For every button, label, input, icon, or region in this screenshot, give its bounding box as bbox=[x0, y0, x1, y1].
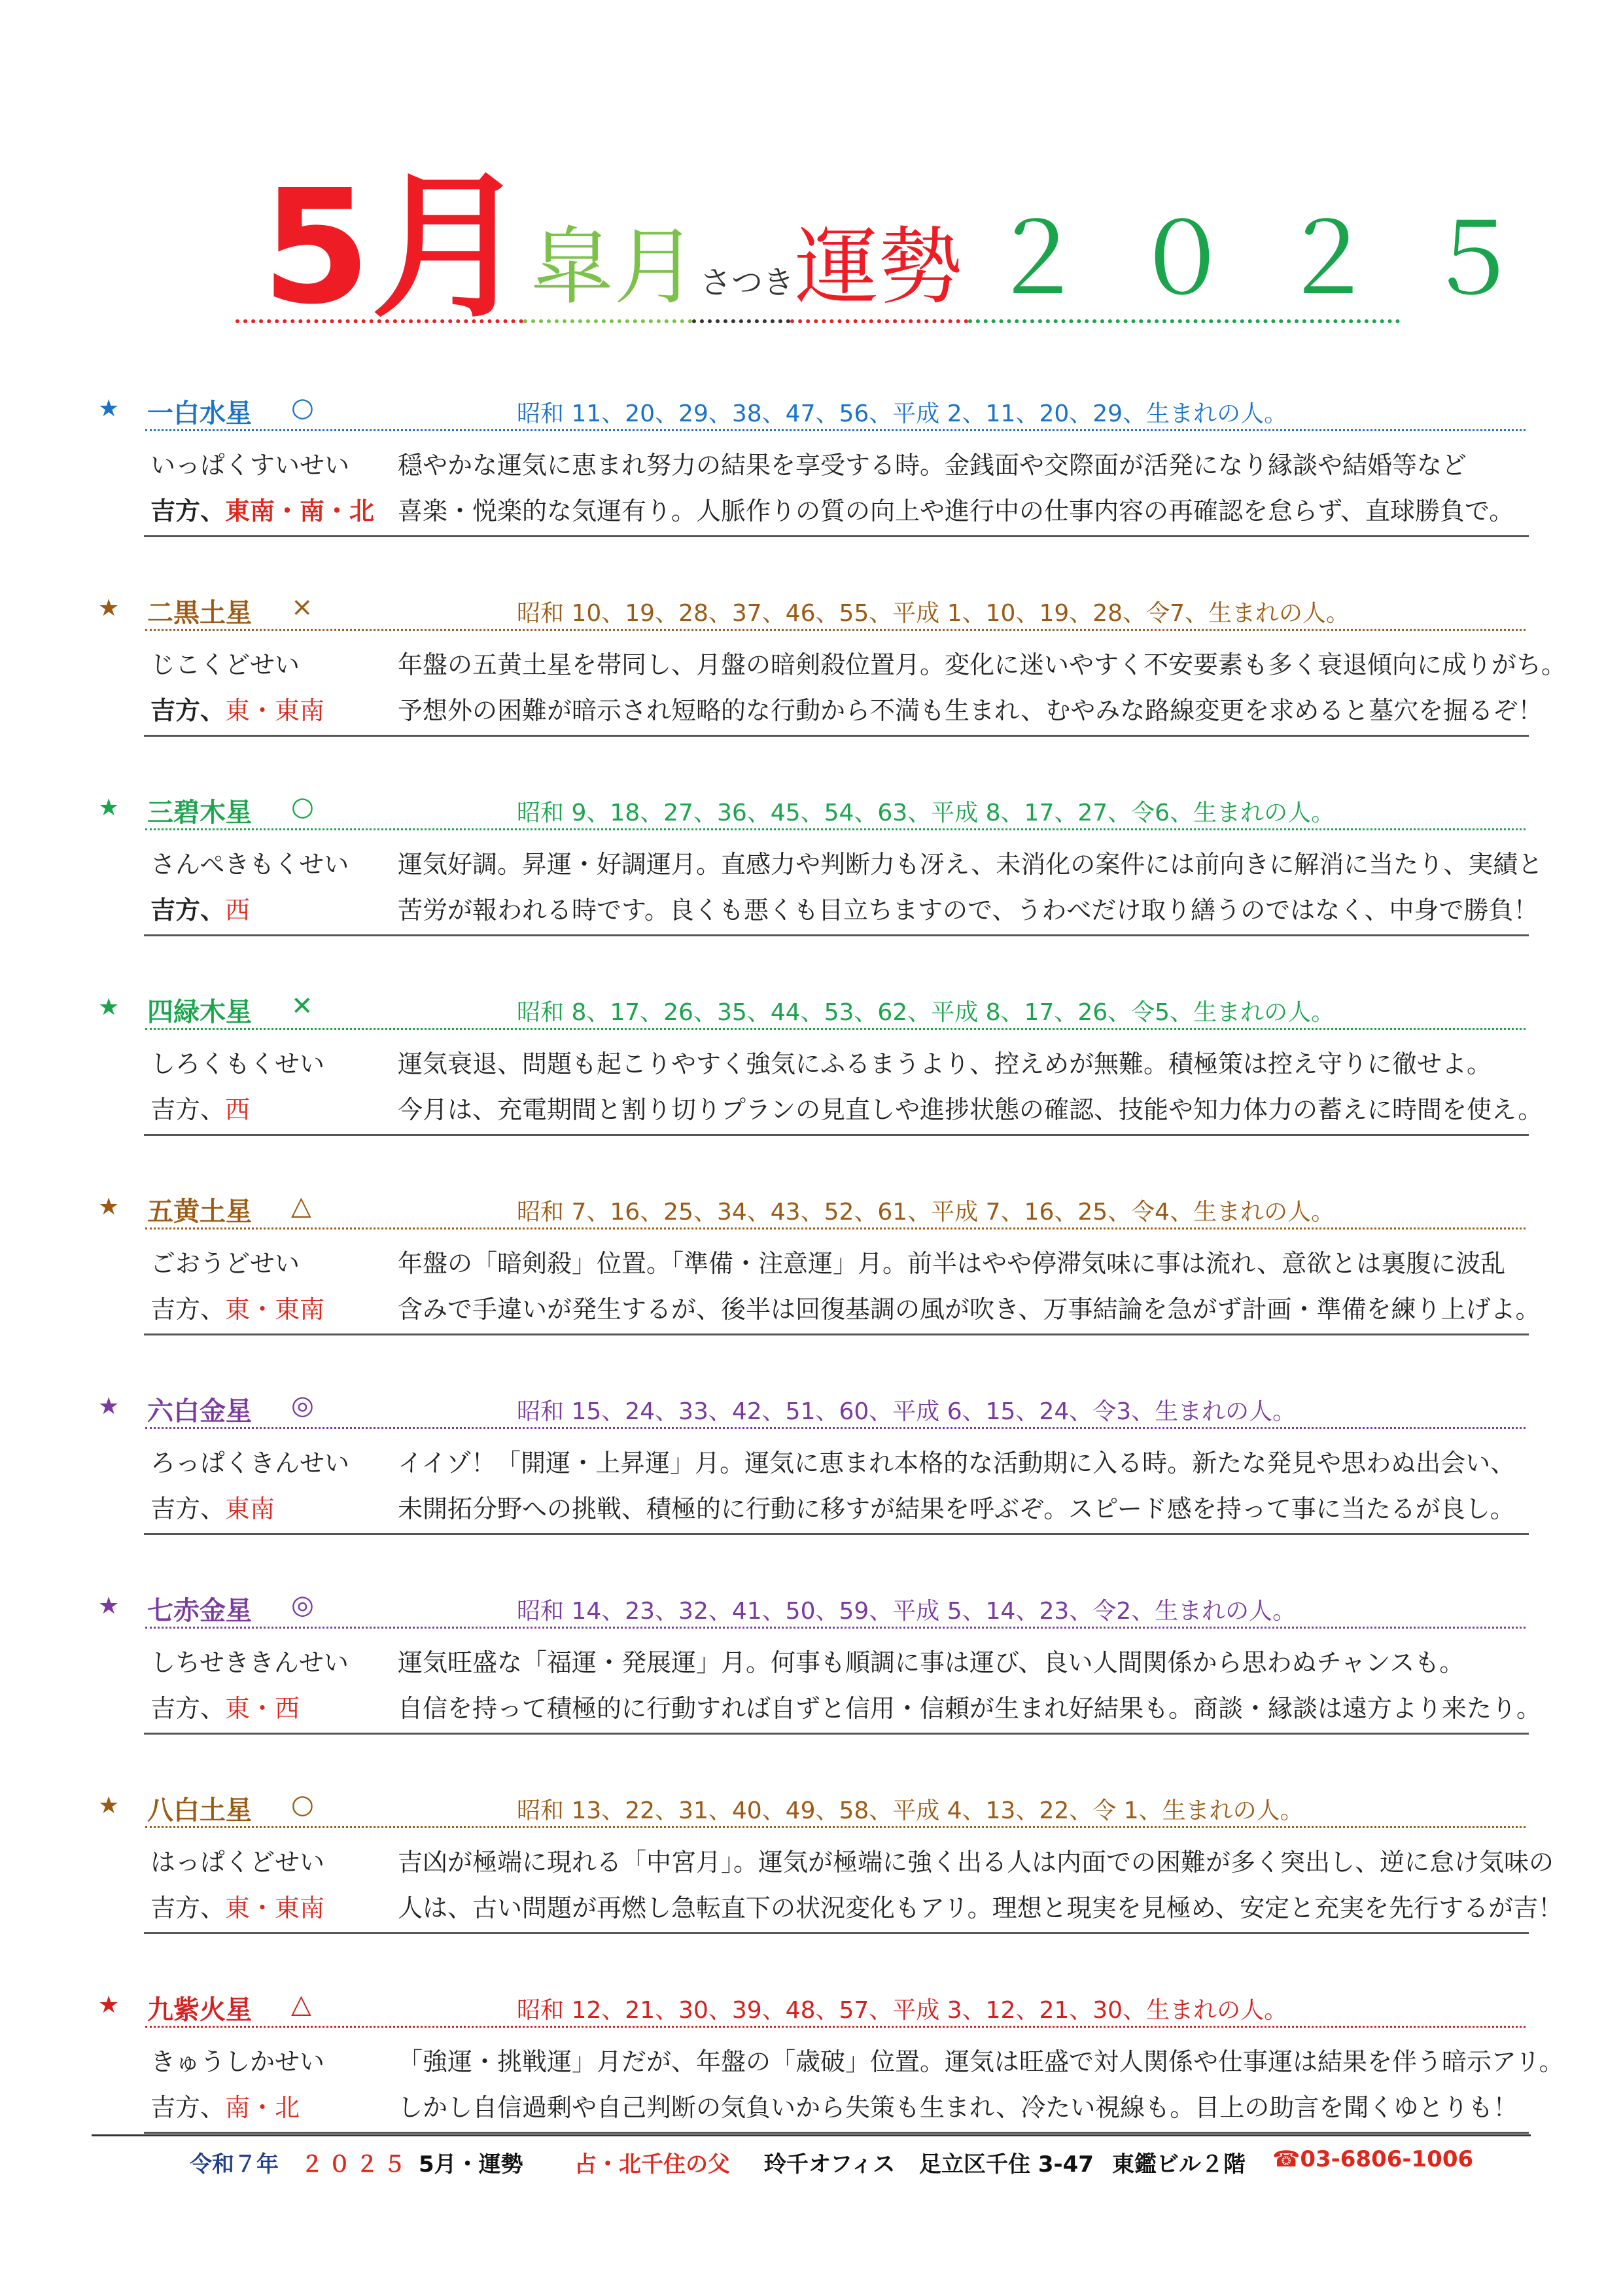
star-reading: ごおうどせい bbox=[150, 1249, 300, 1278]
footer-address: 足立区千住 3-47 bbox=[919, 2151, 1094, 2178]
star-block bbox=[0, 1390, 1623, 1587]
fortune-text-line-2: 今月は、充電期間と割り切りプランの見直しや進捗状態の確認、技能や知力体力の蓄えに時間を使え。 bbox=[398, 1095, 1543, 1124]
star-name: 六白金星 bbox=[147, 1396, 252, 1426]
block-separator bbox=[144, 1932, 1529, 1934]
fortune-text-line-1: イイゾ！「開運・上昇運」月。運気に恵まれ本格的な活動期に入る時。新たな発見や思わぬ出会い、 bbox=[398, 1449, 1516, 1477]
lucky-direction bbox=[150, 1888, 324, 1924]
fortune-text-line-1: 年盤の「暗剣殺」位置。「準備・注意運」月。前半はやや停滞気味に事は流れ、意欲とは裏腹に波乱 bbox=[398, 1249, 1506, 1278]
birth-years: 昭和 7、16、25、34、43、52、61、平成 7、16、25、令4、生まれの人。 bbox=[517, 1199, 1335, 1226]
lucky-direction-prefix: 吉方、 bbox=[150, 1894, 226, 1922]
fortune-mark: × bbox=[291, 592, 313, 622]
lucky-direction-prefix: 吉方、 bbox=[150, 896, 226, 925]
block-separator bbox=[144, 1533, 1529, 1535]
lucky-direction-value: 西 bbox=[225, 1095, 251, 1124]
star-bullet-icon: ★ bbox=[98, 595, 120, 622]
star-reading: きゅうしかせい bbox=[150, 2047, 325, 2076]
fortune-mark: ○ bbox=[291, 792, 314, 822]
lucky-direction-prefix: 吉方、 bbox=[150, 2093, 226, 2122]
lucky-direction bbox=[150, 890, 250, 926]
header-underline-red-2 bbox=[790, 319, 968, 323]
star-name: 四緑木星 bbox=[147, 997, 252, 1027]
lucky-direction-value: 東・東南 bbox=[225, 1894, 325, 1922]
star-block bbox=[0, 393, 1623, 589]
birth-years: 昭和 15、24、33、42、51、60、平成 6、15、24、令3、生まれの人。 bbox=[517, 1398, 1297, 1425]
lucky-direction-prefix: 吉方、 bbox=[150, 1295, 226, 1324]
star-dotted-rule bbox=[145, 1627, 1526, 1629]
lucky-direction bbox=[150, 1089, 250, 1125]
star-bullet-icon: ★ bbox=[98, 1193, 120, 1220]
lucky-direction bbox=[150, 1489, 275, 1525]
lucky-direction-value: 西 bbox=[225, 896, 251, 925]
fortune-mark: ◎ bbox=[291, 1590, 314, 1620]
fortune-text-line-1: 「強運・挑戦運」月だが、年盤の「歳破」位置。運気は旺盛で対人関係や仕事運は結果を伴う暗示アリ。 bbox=[398, 2047, 1564, 2076]
fortune-text-line-2: 喜楽・悦楽的な気運有り。人脈作りの質の向上や進行中の仕事内容の再確認を怠らず、直球勝負で。 bbox=[398, 497, 1514, 525]
lucky-direction-prefix: 吉方、 bbox=[150, 497, 226, 525]
star-name: 九紫火星 bbox=[147, 1995, 252, 2025]
star-name: 二黒土星 bbox=[147, 598, 252, 628]
star-reading: はっぱくどせい bbox=[150, 1848, 325, 1877]
header-underline-black bbox=[692, 319, 790, 323]
lucky-direction bbox=[150, 2087, 300, 2123]
fortune-text-line-1: 運気好調。昇運・好調運月。直感力や判断力も冴え、未消化の案件には前向きに解消に当たり、実績と bbox=[398, 850, 1543, 879]
fortune-text-line-1: 吉凶が極端に現れる「中宮月」。運気が極端に強く出る人は内面での困難が多く突出し、逆に怠け気味の bbox=[398, 1848, 1554, 1877]
header-month-kana: さつき bbox=[700, 264, 795, 301]
block-separator bbox=[144, 2132, 1529, 2134]
star-name: 八白土星 bbox=[147, 1795, 252, 1826]
fortune-mark: ○ bbox=[291, 393, 314, 423]
footer-label: 5月・運勢 bbox=[419, 2151, 523, 2178]
birth-years: 昭和 12、21、30、39、48、57、平成 3、12、21、30、生まれの人。 bbox=[517, 1997, 1288, 2024]
star-bullet-icon: ★ bbox=[98, 1992, 120, 2019]
lucky-direction bbox=[150, 690, 324, 726]
block-separator bbox=[144, 1134, 1529, 1136]
fortune-text-line-1: 運気衰退、問題も起こりやすく強気にふるまうより、控えめが無難。積極策は控え守りに徹せよ。 bbox=[398, 1050, 1492, 1078]
star-name: 三碧木星 bbox=[147, 798, 252, 828]
star-dotted-rule bbox=[145, 1826, 1526, 1828]
birth-years: 昭和 11、20、29、38、47、56、平成 2、11、20、29、生まれの人。 bbox=[517, 400, 1288, 427]
header-underline-green bbox=[523, 319, 692, 323]
star-dotted-rule bbox=[145, 1227, 1526, 1229]
lucky-direction-value: 東・東南 bbox=[225, 1295, 325, 1324]
star-reading: いっぱくすいせい bbox=[150, 451, 350, 480]
fortune-text-line-2: 含みで手違いが発生するが、後半は回復基調の風が吹き、万事結論を急がず計画・準備を練り上げよ。 bbox=[398, 1295, 1541, 1324]
star-dotted-rule bbox=[145, 828, 1526, 830]
birth-years: 昭和 14、23、32、41、50、59、平成 5、14、23、令2、生まれの人。 bbox=[517, 1598, 1297, 1625]
footer-building: 東鑑ビル２階 bbox=[1112, 2151, 1246, 2178]
star-dotted-rule bbox=[145, 1427, 1526, 1429]
star-reading: さんぺきもくせい bbox=[150, 850, 349, 879]
star-bullet-icon: ★ bbox=[98, 395, 120, 422]
star-bullet-icon: ★ bbox=[98, 994, 120, 1021]
lucky-direction-prefix: 吉方、 bbox=[150, 1095, 226, 1124]
header-month: 5月 bbox=[262, 156, 528, 339]
fortune-mark: △ bbox=[291, 1191, 311, 1221]
fortune-mark: △ bbox=[291, 1989, 311, 2019]
footer-divider bbox=[92, 2134, 1531, 2136]
birth-years: 昭和 9、18、27、36、45、54、63、平成 8、17、27、令6、生まれの人。 bbox=[517, 800, 1335, 826]
lucky-direction-value: 東・東南 bbox=[225, 696, 325, 725]
star-bullet-icon: ★ bbox=[98, 794, 120, 821]
star-bullet-icon: ★ bbox=[98, 1393, 120, 1420]
lucky-direction bbox=[150, 1688, 300, 1724]
lucky-direction-value: 南・北 bbox=[225, 2093, 300, 2122]
lucky-direction-prefix: 吉方、 bbox=[150, 696, 226, 725]
star-name: 五黄土星 bbox=[147, 1197, 252, 1227]
footer-year: ２０２５ bbox=[301, 2151, 411, 2178]
star-block bbox=[0, 991, 1623, 1188]
star-block bbox=[0, 1191, 1623, 1387]
fortune-text-line-1: 穏やかな運気に恵まれ努力の結果を享受する時。金銭面や交際面が活発になり縁談や結婚等など bbox=[398, 451, 1467, 480]
fortune-text-line-2: 苦労が報われる時です。良くも悪くも目立ちますので、うわべだけ取り繕うのではなく、中身で勝負！ bbox=[398, 896, 1539, 925]
header-month-name: 皐月 bbox=[530, 219, 698, 316]
fortune-text-line-1: 年盤の五黄土星を帯同し、月盤の暗剣殺位置月。変化に迷いやすく不安要素も多く衰退傾向に成りがち。 bbox=[398, 650, 1567, 679]
lucky-direction-prefix: 吉方、 bbox=[150, 1694, 226, 1723]
footer-era: 令和７年 bbox=[190, 2151, 279, 2178]
lucky-direction-value: 東・西 bbox=[225, 1694, 300, 1723]
star-dotted-rule bbox=[145, 1028, 1526, 1030]
fortune-mark: ✕ bbox=[291, 991, 313, 1021]
star-reading: しちせききんせい bbox=[150, 1648, 349, 1677]
lucky-direction-value: 東南 bbox=[225, 1494, 275, 1523]
star-block bbox=[0, 792, 1623, 988]
lucky-direction-prefix: 吉方、 bbox=[150, 1494, 226, 1523]
star-name: 七赤金星 bbox=[147, 1596, 252, 1626]
birth-years: 昭和 10、19、28、37、46、55、平成 1、10、19、28、令7、生まれの人。 bbox=[517, 600, 1350, 627]
star-block bbox=[0, 1790, 1623, 1986]
star-dotted-rule bbox=[145, 629, 1526, 631]
footer-author: 占・北千住の父 bbox=[574, 2151, 730, 2178]
header-unsei: 運勢 bbox=[795, 219, 963, 316]
birth-years: 昭和 13、22、31、40、49、58、平成 4、13、22、令 1、生まれの人。 bbox=[517, 1797, 1304, 1824]
lucky-direction bbox=[150, 491, 374, 527]
lucky-direction-value: 東南・南・北 bbox=[225, 497, 375, 525]
header-year: ２０２５ bbox=[988, 203, 1569, 317]
lucky-direction bbox=[150, 1289, 324, 1325]
fortune-text-line-1: 運気旺盛な「福運・発展運」月。何事も順調に事は運び、良い人間関係から思わぬチャンスも。 bbox=[398, 1648, 1465, 1677]
fortune-text-line-2: 予想外の困難が暗示され短略的な行動から不満も生まれ、むやみな路線変更を求めると墓穴を掘るぞ！ bbox=[398, 696, 1543, 725]
fortune-mark: ◎ bbox=[291, 1390, 314, 1421]
fortune-text-line-2: しかし自信過剰や自己判断の気負いから失策も生まれ、冷たい視線も。目上の助言を聞くゆとりも！ bbox=[398, 2093, 1518, 2122]
footer-office: 玲千オフィス bbox=[764, 2151, 896, 2178]
fortune-text-line-2: 人は、古い問題が再燃し急転直下の状況変化もアリ。理想と現実を見極め、安定と充実を先行するが吉！ bbox=[398, 1894, 1563, 1922]
birth-years: 昭和 8、17、26、35、44、53、62、平成 8、17、26、令5、生まれの人。 bbox=[517, 999, 1335, 1026]
star-block bbox=[0, 592, 1623, 788]
header-underline-darkgreen bbox=[968, 319, 1400, 323]
star-reading: しろくもくせい bbox=[150, 1050, 325, 1078]
block-separator bbox=[144, 735, 1529, 737]
block-separator bbox=[144, 1333, 1529, 1335]
star-reading: ろっぱくきんせい bbox=[150, 1449, 350, 1477]
star-reading: じこくどせい bbox=[150, 650, 300, 679]
fortune-text-line-2: 自信を持って積極的に行動すれば自ずと信用・信頼が生まれ好結果も。商談・縁談は遠方より来たり。 bbox=[398, 1694, 1542, 1723]
star-dotted-rule bbox=[145, 429, 1526, 431]
star-dotted-rule bbox=[145, 2026, 1526, 2028]
block-separator bbox=[144, 1733, 1529, 1735]
footer-phone: ☎03-6806-1006 bbox=[1272, 2146, 1474, 2172]
page-header bbox=[0, 0, 1623, 366]
header-underline-red bbox=[236, 319, 523, 323]
page-footer bbox=[0, 2146, 1623, 2185]
block-separator bbox=[144, 535, 1529, 537]
star-name: 一白水星 bbox=[147, 398, 252, 429]
fortune-text-line-2: 未開拓分野への挑戦、積極的に行動に移すが結果を呼ぶぞ。スピード感を持って事に当たるが良し。 bbox=[398, 1494, 1515, 1523]
block-separator bbox=[144, 934, 1529, 936]
star-bullet-icon: ★ bbox=[98, 1792, 120, 1819]
fortune-mark: ○ bbox=[291, 1790, 314, 1820]
star-block bbox=[0, 1590, 1623, 1786]
star-bullet-icon: ★ bbox=[98, 1593, 120, 1619]
